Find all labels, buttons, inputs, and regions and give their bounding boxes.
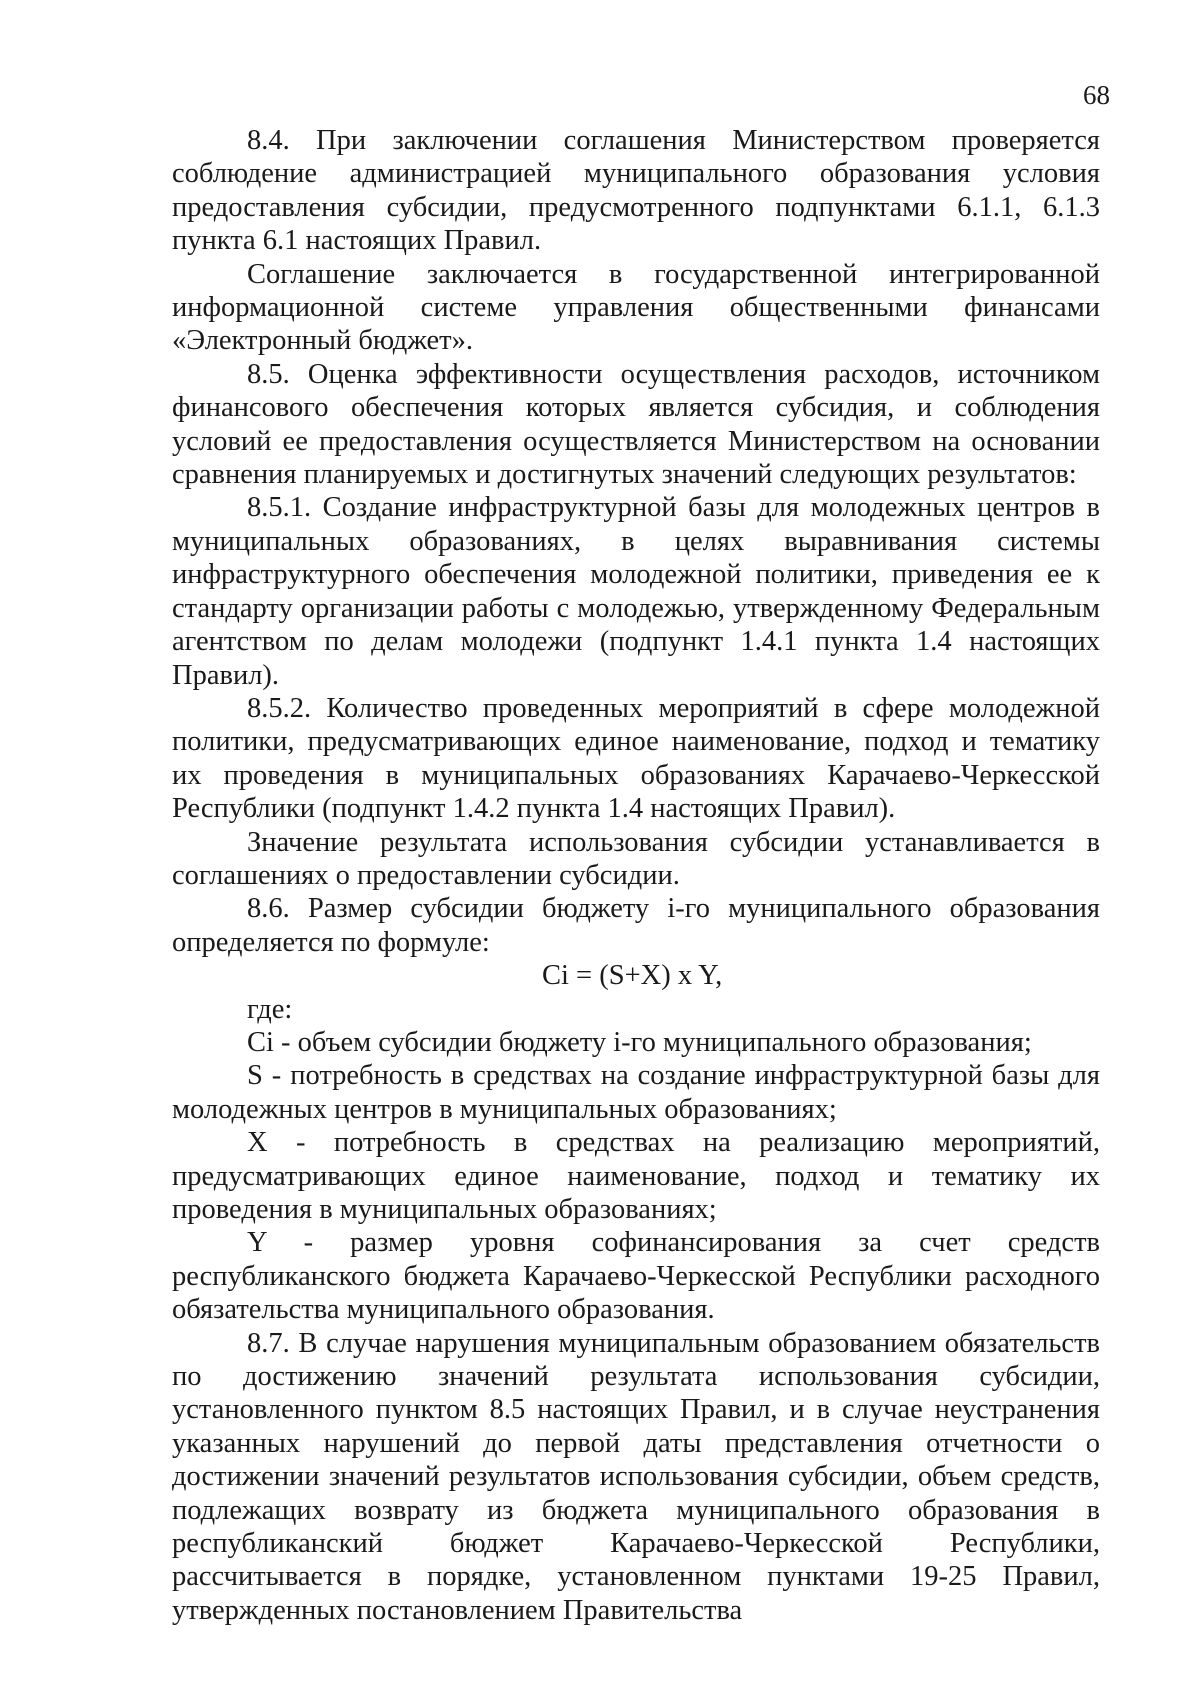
paragraph-where: где: (247, 993, 293, 1025)
subsidy-formula: Ci = (S+X) x Y, (542, 960, 723, 992)
paragraph-8-5-2: 8.5.2. Количество проведенных мероприятий в сфере молодежной политики, предусматривающих единое наименование, подход и тематику их проведения в муниципальных образованиях Карачаево-Черкесской Республики (подпункт 1.4.2 пункта 1.4 настоящих Правил). (172, 692, 1100, 825)
paragraph-result-value: Значение результата использования субсидии устанавливается в соглашениях о предоставлении субсидии. (172, 826, 1100, 891)
document-body (172, 124, 1100, 1627)
paragraph-8-5: 8.5. Оценка эффективности осуществления расходов, источником финансового обеспечения которых является субсидия, и соблюдения условий ее предоставления осуществляется Министерством на основании сравнения планируемых и достигнутых значений следующих результатов: (172, 358, 1100, 491)
paragraph-8-5-1: 8.5.1. Создание инфраструктурной базы для молодежных центров в муниципальных образованиях, в целях выравнивания системы инфраструктурного обеспечения молодежной политики, приведения ее к стандарту организации работы с молодежью, утвержденному Федеральным агентством по делам молодежи (подпункт 1.4.1 пункта 1.4 настоящих Правил). (172, 492, 1100, 691)
paragraph-8-6: 8.6. Размер субсидии бюджету i-го муниципального образования определяется по формуле: (172, 893, 1100, 958)
definition-s: S - потребность в средствах на создание инфраструктурной базы для молодежных центров в муниципальных образованиях; (172, 1060, 1100, 1125)
definition-x: X - потребность в средствах на реализацию мероприятий, предусматривающих единое наименование, подход и тематику их проведения в муниципальных образованиях; (172, 1127, 1100, 1225)
paragraph-8-7: 8.7. В случае нарушения муниципальным образованием обязательств по достижению значений результата использования субсидии, установленного пунктом 8.5 настоящих Правил, и в случае неустранения указанных нарушений до первой даты представления отчетности о достижении значений результатов использования субсидии, объем средств, подлежащих возврату из бюджета муниципального образования в республиканский бюджет Карачаево-Черкесской Республики, рассчитывается в порядке, установленном пунктами 19-25 Правил, утвержденных постановлением Правительства (172, 1327, 1100, 1626)
definition-ci: Ci - объем субсидии бюджету i-го муниципального образования; (247, 1026, 1032, 1058)
paragraph-agreement: Соглашение заключается в государственной интегрированной информационной системе управления общественными финансами «Электронный бюджет». (172, 258, 1100, 357)
page-number: 68 (1083, 80, 1110, 110)
paragraph-8-4: 8.4. При заключении соглашения Министерством проверяется соблюдение администрацией муниципального образования условия предоставления субсидии, предусмотренного подпунктами 6.1.1, 6.1.3 пункта 6.1 настоящих Правил. (172, 125, 1100, 257)
definition-y: Y - размер уровня софинансирования за счет средств республиканского бюджета Карачаево-Черкесской Республики расходного обязательства муниципального образования. (172, 1227, 1100, 1326)
